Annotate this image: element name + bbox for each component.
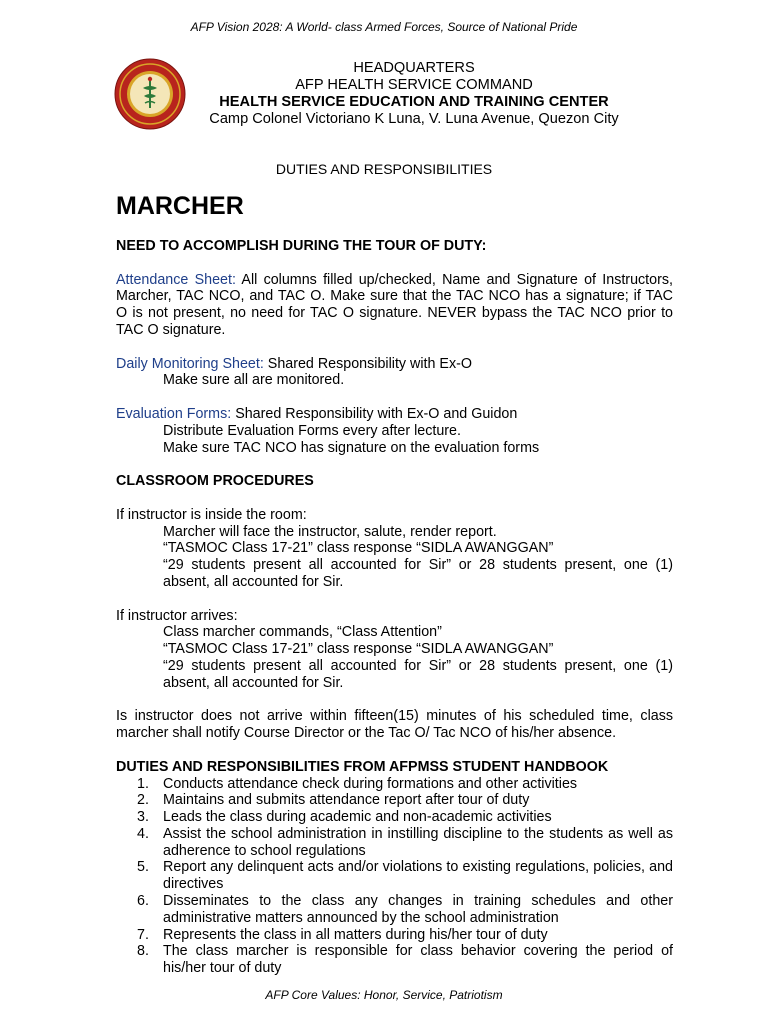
classroom-heading: CLASSROOM PROCEDURES: [116, 473, 314, 490]
attendance-label: Attendance Sheet:: [116, 271, 236, 288]
daily-text: Shared Responsibility with Ex-O: [263, 355, 472, 372]
list-item: 8. The class marcher is responsible for class behavior covering the period of his/her tour of duty: [137, 943, 673, 977]
inside-line-1: Marcher will face the instructor, salute, render report.: [163, 523, 497, 540]
seal-icon: [114, 58, 186, 130]
address-line: Camp Colonel Victoriano K Luna, V. Luna Avenue, Quezon City: [209, 111, 619, 127]
attendance-paragraph: [116, 272, 673, 339]
center-name-line: HEALTH SERVICE EDUCATION AND TRAINING CENTER: [219, 94, 609, 110]
list-item: 6. Disseminates to the class any changes in training schedules and other administrative matters announced by the school administration: [137, 893, 673, 926]
list-item: 5. Report any delinquent acts and/or violations to existing regulations, policies, and directives: [137, 859, 673, 893]
list-item: 7. Represents the class in all matters during his/her tour of duty: [137, 926, 548, 943]
list-item: 2. Maintains and submits attendance report after tour of duty: [137, 792, 530, 809]
eval-text: Shared Responsibility with Ex-O and Guidon: [231, 405, 518, 422]
inside-line-3: “29 students present all accounted for Sir” or 28 students present, one (1) absent, all accounted for Sir.: [163, 557, 673, 590]
list-item: 1. Conducts attendance check during formations and other activities: [137, 775, 578, 792]
command-line: AFP HEALTH SERVICE COMMAND: [295, 77, 533, 93]
handbook-heading: DUTIES AND RESPONSIBILITIES FROM AFPMSS STUDENT HANDBOOK: [116, 758, 609, 775]
eval-sub-1: Distribute Evaluation Forms every after lecture.: [163, 422, 461, 439]
core-values-footer: AFP Core Values: Honor, Service, Patriotism: [265, 988, 503, 1002]
page-title: MARCHER: [116, 192, 244, 220]
daily-sub: Make sure all are monitored.: [163, 372, 345, 389]
arrives-intro: If instructor arrives:: [116, 607, 238, 624]
arrives-line-2: “TASMOC Class 17-21” class response “SIDLA AWANGGAN”: [163, 641, 554, 658]
document-body: [116, 238, 673, 977]
inside-intro: If instructor is inside the room:: [116, 506, 307, 523]
daily-label: Daily Monitoring Sheet:: [116, 355, 264, 372]
arrives-line-3: “29 students present all accounted for Sir” or 28 students present, one (1) absent, all accounted for Sir.: [163, 657, 673, 691]
list-item: 3. Leads the class during academic and non-academic activities: [137, 809, 552, 826]
duties-list: [116, 776, 673, 978]
attendance-text: All columns filled up/checked, Name and Signature of Instructors, Marcher, TAC NCO, and TAC O. Make sure that the TAC NCO has a signature; if TAC O is not present, no need for TAC O signature. NEVER bypass the TAC NCO prior to TAC O signature.: [116, 271, 673, 338]
eval-paragraph: [116, 406, 673, 423]
tour-heading: NEED TO ACCOMPLISH DURING THE TOUR OF DUTY:: [116, 238, 487, 254]
document-title: DUTIES AND RESPONSIBILITIES: [275, 161, 493, 177]
inside-line-2: “TASMOC Class 17-21” class response “SIDLA AWANGGAN”: [163, 540, 554, 557]
eval-sub-2: Make sure TAC NCO has signature on the evaluation forms: [163, 439, 540, 456]
vision-statement: AFP Vision 2028: A World- class Armed Forces, Source of National Pride: [190, 20, 578, 34]
daily-paragraph: [116, 356, 673, 373]
headquarters-line: HEADQUARTERS: [353, 60, 475, 76]
arrives-line-1: Class marcher commands, “Class Attention”: [163, 624, 442, 641]
list-item: 4. Assist the school administration in instilling discipline to the students as well as adherence to school regulations: [137, 825, 673, 859]
absence-note: Is instructor does not arrive within fifteen(15) minutes of his scheduled time, class marcher shall notify Course Director or the Tac O/ Tac NCO of his/her absence.: [116, 708, 673, 742]
eval-label: Evaluation Forms:: [116, 405, 232, 422]
